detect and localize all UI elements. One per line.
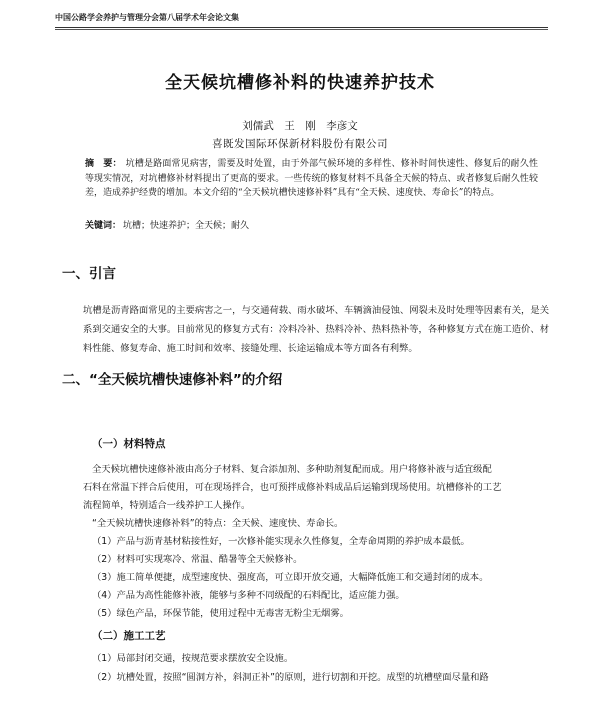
- intro-line: 流程简单，特别适合一线养护工人操作。: [83, 500, 251, 511]
- feature-item: （1）产品与沥青基材粘接性好，一次修补能实现永久性修复，全寿命周期的养护成本最低。: [92, 536, 470, 547]
- abstract-label: 摘 要：: [85, 159, 122, 169]
- section-heading-introduction: 一、引言: [62, 266, 116, 282]
- keywords-label: 关键词：: [85, 221, 122, 231]
- subsection-heading-construction-process: （二）施工工艺: [92, 630, 166, 642]
- paper-title: 全天候坑槽修补料的快速养护技术: [165, 73, 435, 93]
- feature-item: （5）绿色产品，环保节能，使用过程中无毒害无粉尘无烟雾。: [92, 608, 349, 619]
- keywords-text: 坑槽；快速养护；全天候；耐久: [123, 221, 250, 231]
- feature-item: （2）材料可实现寒冷、常温、酷暑等全天候修补。: [92, 554, 303, 565]
- abstract: [85, 157, 538, 201]
- abstract-text: 坑槽是路面常见病害，需要及时处置，由于外部气候环境的多样性、修补时间快速性、修复后的耐久性等现实情况，对坑槽修补材料提出了更高的要求。一些传统的修复材料不具备全天候的特点、或者修复后耐久性较差，造成养护经费的增加。本文介绍的“全天候坑槽快速修补料”具有“全天候、速度快、寿命长”的特点。: [85, 159, 538, 198]
- section-introduction-paragraph: 坑槽是沥青路面常见的主要病害之一，与交通荷载、雨水破坏、车辆滴油侵蚀、网裂未及时处理等因素有关，是关系到交通安全的大事。目前常见的修复方式有：冷料冷补、热料冷补、热料热补等，各种修复方式在施工造价、材料性能、修复寿命、施工时间和效率、接缝处理、长途运输成本等方面各有利弊。: [83, 305, 549, 354]
- process-item: （1）局部封闭交通，按规范要求摆放安全设施。: [92, 653, 294, 664]
- intro-line: 石料在常温下拌合后使用，可在现场拌合，也可预拌成修补料成品后运输到现场使用。坑槽修补的工艺: [83, 482, 502, 493]
- intro-line: “全天候坑槽快速修补料”的特点：全天候、速度快、寿命长。: [92, 518, 344, 529]
- process-item: （2）坑槽处置，按照“圆洞方补，斜洞正补”的原则，进行切割和开挖。成型的坑槽壁面尽量和路: [92, 672, 489, 683]
- section-heading-introduction-product: 二、“全天候坑槽快速修补料”的介绍: [62, 372, 283, 388]
- running-header: 中国公路学会养护与管理分会第八届学术年会论文集: [55, 13, 239, 22]
- intro-line: 全天候坑槽快速修补液由高分子材料、复合添加剂、多种助剂复配而成。用户将修补液与适宜级配: [92, 464, 492, 475]
- paper-affiliation: 喜既发国际环保新材料股份有限公司: [212, 138, 388, 150]
- header-rule-thin: [55, 29, 548, 30]
- paper-authors: 刘儒武 王 刚 李彦文: [242, 120, 358, 132]
- feature-item: （4）产品为高性能修补液，能够与多种不同级配的石料配比，适应能力强。: [92, 590, 405, 601]
- feature-item: （3）施工简单便捷，成型速度快、强度高，可立即开放交通，大幅降低施工和交通封闭的成本。: [92, 572, 489, 583]
- keywords: [85, 219, 538, 233]
- header-rule: [55, 27, 548, 28]
- subsection-heading-material-features: （一）材料特点: [92, 438, 166, 450]
